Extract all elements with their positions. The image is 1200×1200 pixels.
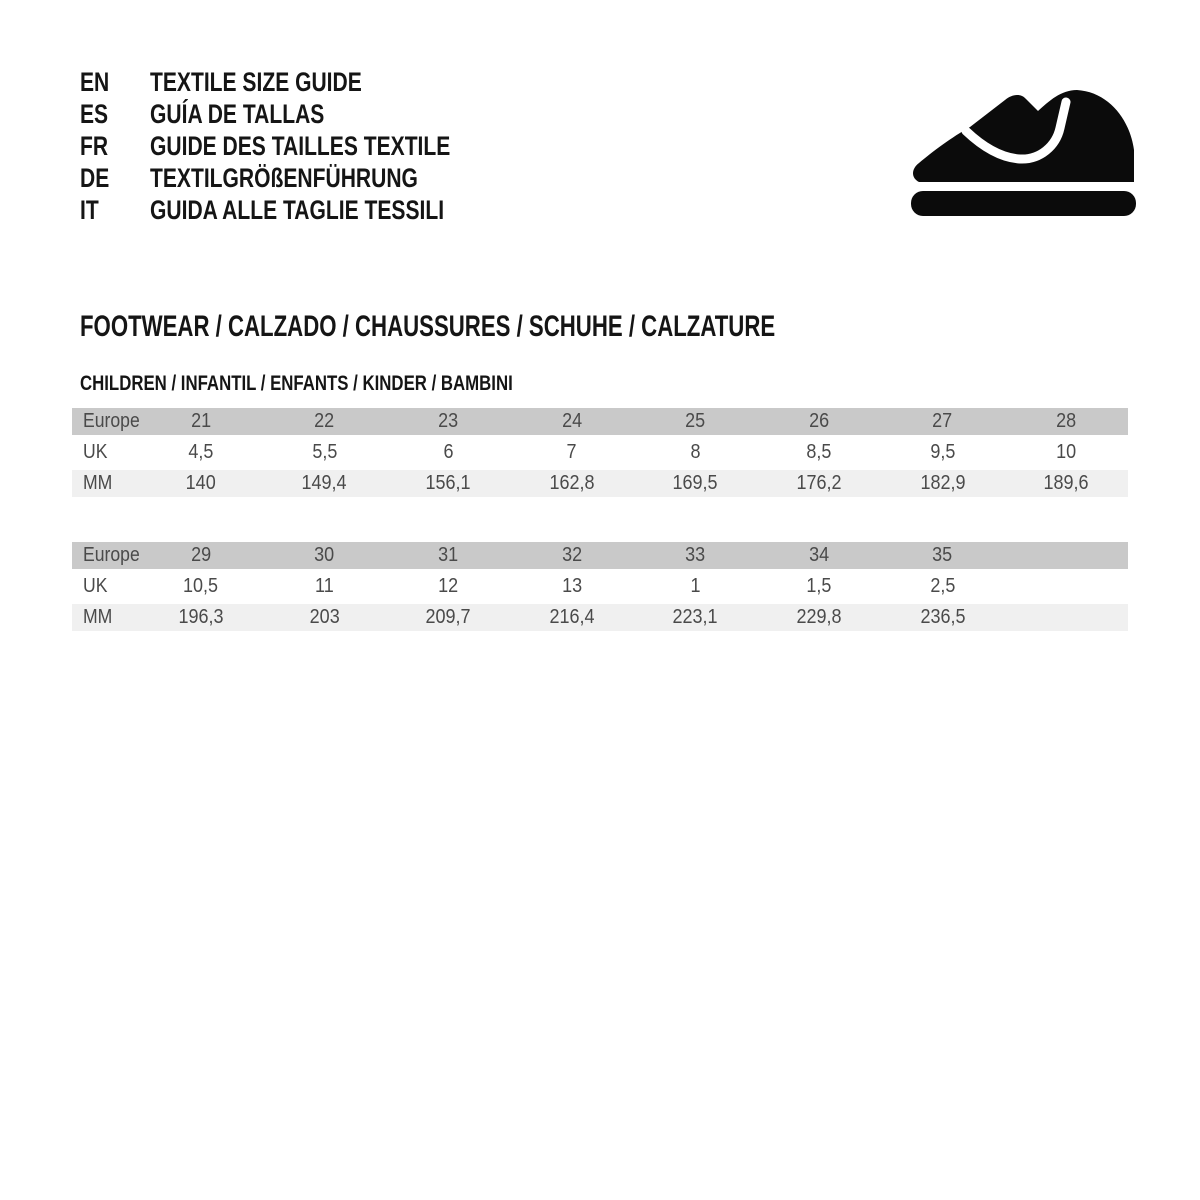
size-value-cell bbox=[263, 408, 387, 435]
size-value-cell bbox=[386, 408, 510, 435]
row-label bbox=[72, 439, 139, 466]
language-label-de: TEXTILGRÖßENFÜHRUNG bbox=[150, 162, 418, 193]
row-label-text: MM bbox=[83, 472, 113, 494]
table-row-europe bbox=[72, 408, 1128, 435]
size-value-text: 203 bbox=[309, 606, 340, 628]
size-value-text: 229,8 bbox=[796, 606, 842, 628]
size-value-cell bbox=[757, 470, 881, 497]
size-value-text: 182,9 bbox=[920, 472, 966, 494]
size-value-cell bbox=[510, 604, 634, 631]
table-row-uk bbox=[72, 573, 1128, 600]
size-value-text: 196,3 bbox=[178, 606, 224, 628]
size-value-text: 1 bbox=[690, 575, 701, 597]
row-label-text: UK bbox=[83, 575, 108, 597]
size-value-cell bbox=[634, 408, 758, 435]
size-value-cell bbox=[634, 604, 758, 631]
size-value-cell bbox=[1004, 439, 1128, 466]
language-code-it: IT bbox=[80, 194, 99, 225]
size-value-cell bbox=[386, 439, 510, 466]
language-label-en: TEXTILE SIZE GUIDE bbox=[150, 66, 362, 97]
size-value-cell bbox=[1004, 408, 1128, 435]
size-value-text: 149,4 bbox=[301, 472, 347, 494]
size-value-text: 6 bbox=[443, 441, 454, 463]
size-value-text: 26 bbox=[808, 410, 829, 432]
size-value-text: 30 bbox=[314, 544, 335, 566]
size-value-cell bbox=[634, 470, 758, 497]
size-value-text: 209,7 bbox=[425, 606, 471, 628]
row-label-text: UK bbox=[83, 441, 108, 463]
size-value-text: 21 bbox=[190, 410, 211, 432]
language-code-fr: FR bbox=[80, 130, 109, 161]
size-value-text: 25 bbox=[685, 410, 706, 432]
children-size-table-21-28 bbox=[72, 408, 1128, 501]
size-value-text: 5,5 bbox=[311, 441, 337, 463]
row-label bbox=[72, 408, 139, 435]
size-value-cell bbox=[139, 439, 263, 466]
row-label-text: MM bbox=[83, 606, 113, 628]
size-value-cell bbox=[139, 470, 263, 497]
size-value-text: 216,4 bbox=[549, 606, 595, 628]
row-label bbox=[72, 573, 139, 600]
language-row-fr bbox=[80, 130, 535, 162]
size-value-text: 2,5 bbox=[930, 575, 956, 597]
size-value-cell bbox=[1004, 470, 1128, 497]
size-value-cell bbox=[139, 573, 263, 600]
size-value-cell bbox=[510, 573, 634, 600]
table-row-mm bbox=[72, 470, 1128, 497]
size-value-cell bbox=[386, 604, 510, 631]
size-value-cell bbox=[881, 573, 1005, 600]
row-label-text: Europe bbox=[83, 410, 140, 432]
size-value-text: 22 bbox=[314, 410, 335, 432]
size-value-cell bbox=[263, 470, 387, 497]
size-value-text: 10 bbox=[1056, 441, 1077, 463]
size-value-text: 162,8 bbox=[549, 472, 595, 494]
size-value-text: 156,1 bbox=[425, 472, 471, 494]
size-value-cell bbox=[881, 408, 1005, 435]
size-value-cell bbox=[263, 604, 387, 631]
size-value-text: 140 bbox=[185, 472, 216, 494]
size-value-cell bbox=[510, 408, 634, 435]
size-value-text: 1,5 bbox=[806, 575, 832, 597]
size-value-cell bbox=[757, 604, 881, 631]
size-value-text: 7 bbox=[566, 441, 577, 463]
size-value-text: 10,5 bbox=[183, 575, 219, 597]
size-value-cell bbox=[510, 542, 634, 569]
size-value-text: 24 bbox=[561, 410, 582, 432]
row-label-text: Europe bbox=[83, 544, 140, 566]
language-row-it bbox=[80, 194, 535, 226]
size-value-cell bbox=[510, 470, 634, 497]
language-label-fr: GUIDE DES TAILLES TEXTILE bbox=[150, 130, 451, 161]
row-label bbox=[72, 542, 139, 569]
size-value-text: 33 bbox=[685, 544, 706, 566]
size-value-text: 23 bbox=[438, 410, 459, 432]
row-label bbox=[72, 470, 139, 497]
size-value-cell bbox=[881, 542, 1005, 569]
size-value-text: 11 bbox=[315, 575, 334, 597]
size-value-text: 9,5 bbox=[930, 441, 956, 463]
size-value-text: 32 bbox=[561, 544, 582, 566]
size-value-cell bbox=[139, 408, 263, 435]
language-row-es bbox=[80, 98, 535, 130]
size-value-text: 35 bbox=[932, 544, 953, 566]
table-row-uk bbox=[72, 439, 1128, 466]
size-value-cell bbox=[263, 542, 387, 569]
size-value-cell bbox=[263, 439, 387, 466]
size-value-text: 8,5 bbox=[806, 441, 832, 463]
size-value-text: 34 bbox=[808, 544, 829, 566]
language-code-es: ES bbox=[80, 98, 109, 129]
section-subtitle-text: CHILDREN / INFANTIL / ENFANTS / KINDER / BAMBINI bbox=[80, 372, 513, 395]
size-value-cell bbox=[139, 542, 263, 569]
size-value-cell bbox=[386, 470, 510, 497]
table-row-europe bbox=[72, 542, 1128, 569]
language-label-es: GUÍA DE TALLAS bbox=[150, 98, 325, 129]
size-value-text: 29 bbox=[190, 544, 211, 566]
size-value-cell bbox=[139, 604, 263, 631]
size-value-cell bbox=[757, 408, 881, 435]
size-value-cell bbox=[510, 439, 634, 466]
size-value-cell bbox=[1004, 542, 1128, 569]
size-value-cell bbox=[634, 439, 758, 466]
size-value-text: 189,6 bbox=[1043, 472, 1089, 494]
size-value-text: 27 bbox=[932, 410, 953, 432]
size-value-cell bbox=[263, 573, 387, 600]
language-code-en: EN bbox=[80, 66, 110, 97]
language-row-en bbox=[80, 66, 535, 98]
language-label-it: GUIDA ALLE TAGLIE TESSILI bbox=[150, 194, 445, 225]
table-row-mm bbox=[72, 604, 1128, 631]
size-value-cell bbox=[1004, 573, 1128, 600]
children-shoe-icon bbox=[908, 86, 1138, 216]
size-value-text: 176,2 bbox=[796, 472, 842, 494]
size-value-text: 13 bbox=[561, 575, 582, 597]
children-size-table-29-35 bbox=[72, 542, 1128, 635]
language-code-de: DE bbox=[80, 162, 110, 193]
size-value-text: 223,1 bbox=[672, 606, 718, 628]
size-value-cell bbox=[386, 573, 510, 600]
size-value-text: 169,5 bbox=[672, 472, 718, 494]
size-value-cell bbox=[634, 573, 758, 600]
size-value-text: 28 bbox=[1056, 410, 1077, 432]
size-value-text: 4,5 bbox=[188, 441, 214, 463]
section-title-text: FOOTWEAR / CALZADO / CHAUSSURES / SCHUHE / CALZATURE bbox=[80, 310, 776, 343]
size-value-cell bbox=[1004, 604, 1128, 631]
size-value-text: 31 bbox=[438, 544, 459, 566]
size-value-cell bbox=[757, 542, 881, 569]
size-value-cell bbox=[634, 542, 758, 569]
size-value-text: 12 bbox=[438, 575, 459, 597]
section-title bbox=[80, 310, 1019, 344]
size-value-text: 236,5 bbox=[920, 606, 966, 628]
size-value-cell bbox=[881, 604, 1005, 631]
size-value-cell bbox=[881, 439, 1005, 466]
language-row-de bbox=[80, 162, 535, 194]
size-value-cell bbox=[757, 573, 881, 600]
language-list bbox=[80, 66, 535, 226]
size-value-text: 8 bbox=[690, 441, 701, 463]
size-value-cell bbox=[757, 439, 881, 466]
row-label bbox=[72, 604, 139, 631]
size-value-cell bbox=[881, 470, 1005, 497]
section-subtitle bbox=[80, 372, 621, 396]
size-value-cell bbox=[386, 542, 510, 569]
